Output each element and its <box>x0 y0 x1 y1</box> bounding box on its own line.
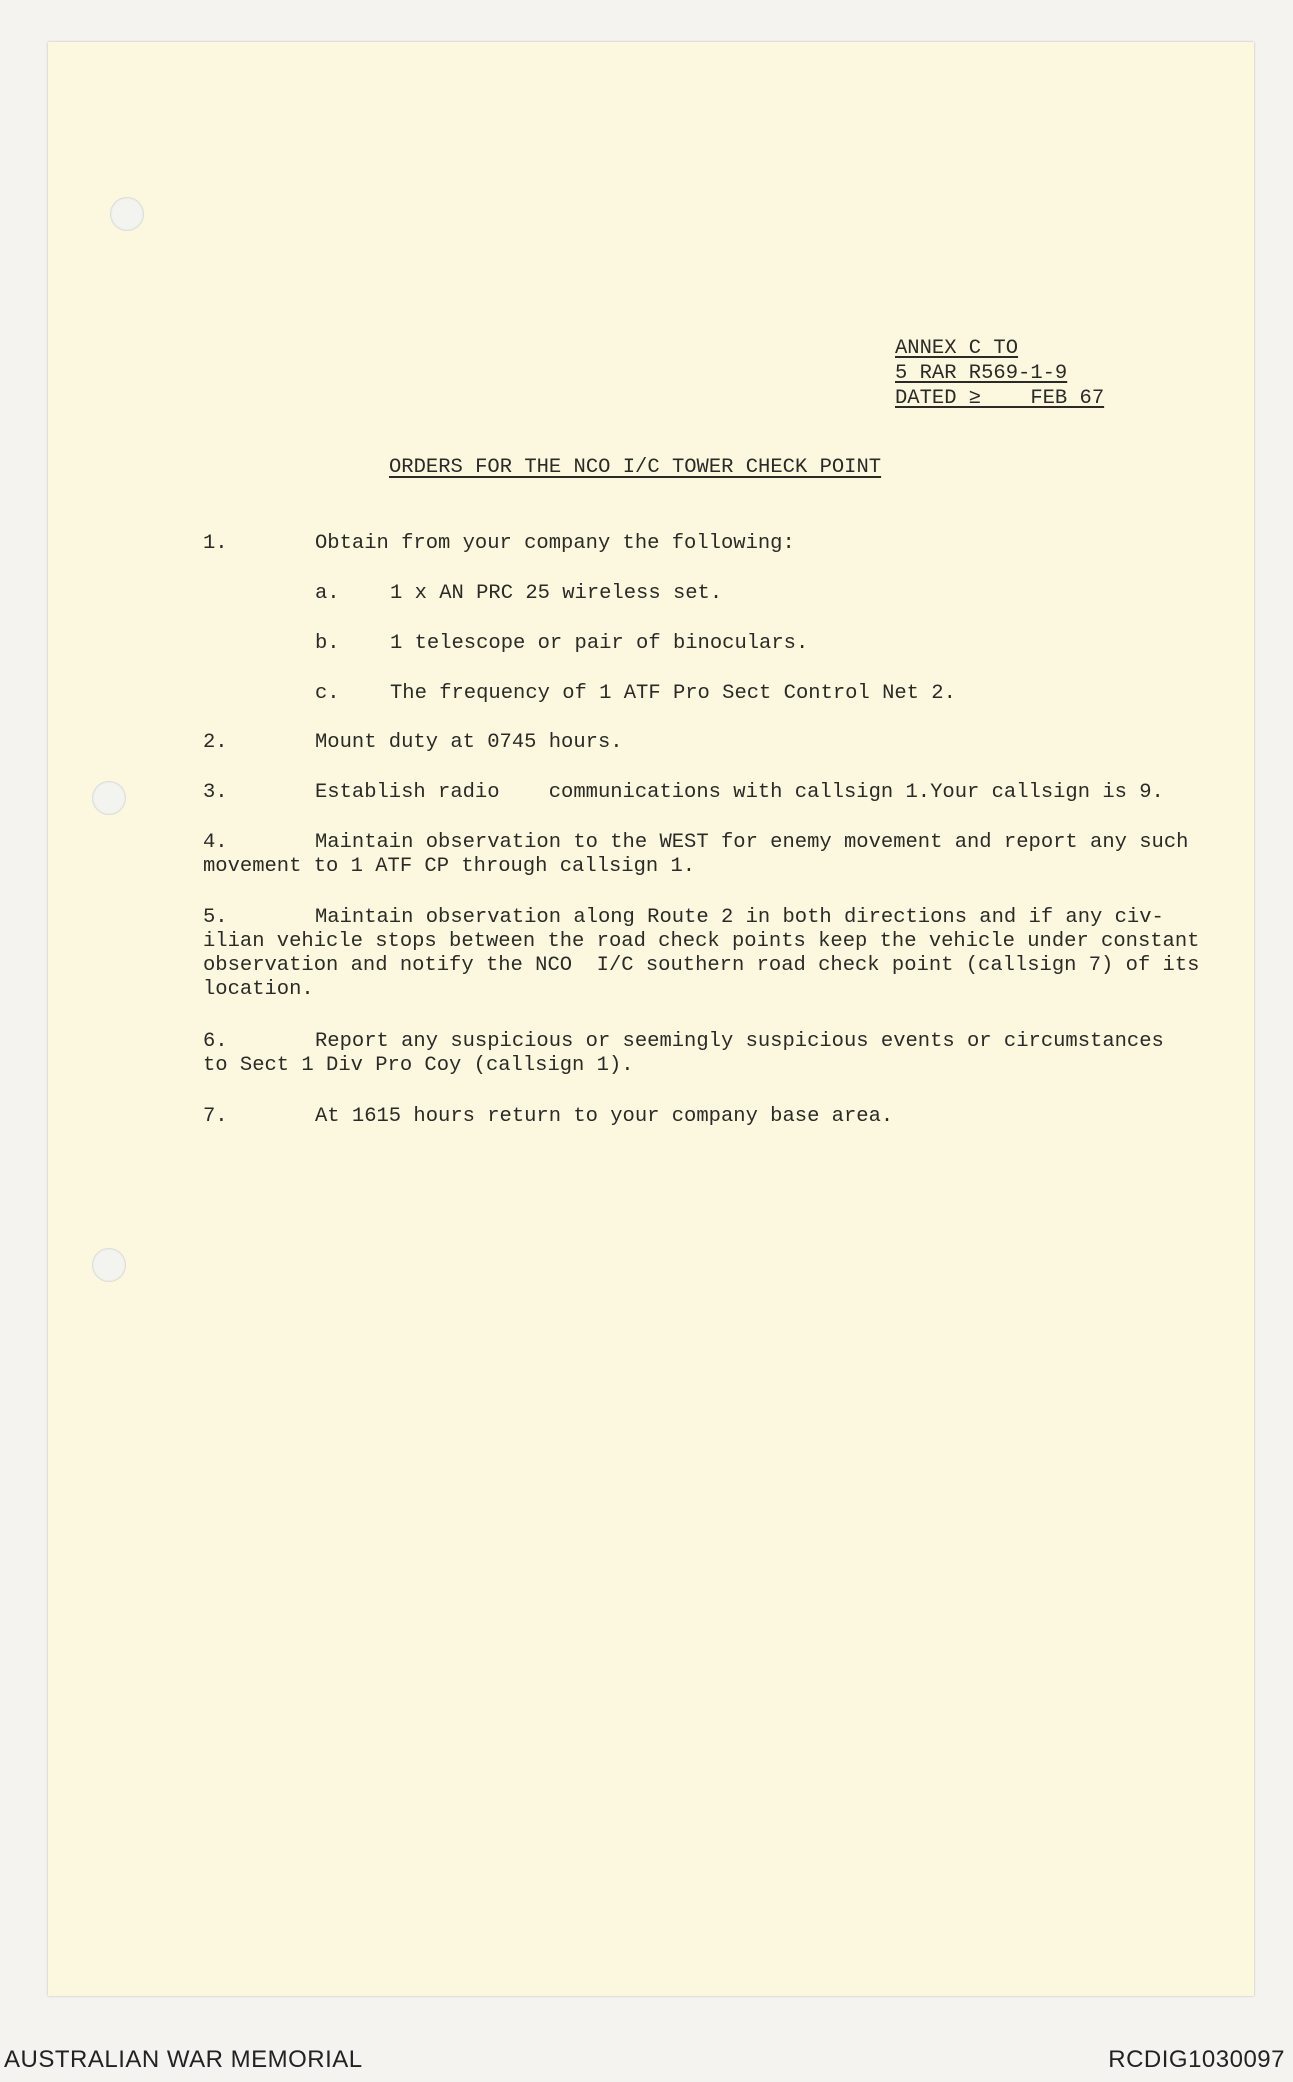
paragraph-number: 4. <box>203 831 228 854</box>
paragraph-continuation: ilian vehicle stops between the road check points keep the vehicle under constant <box>203 930 1200 953</box>
dated-line: DATED ≥ FEB 67 <box>895 387 1105 410</box>
annex-line: ANNEX C TO <box>895 337 1019 360</box>
paragraph-text: Maintain observation to the WEST for enemy movement and report any such <box>315 831 1189 854</box>
paragraph-text: Establish radio communications with callsign 1.Your callsign is 9. <box>315 781 1164 804</box>
paragraph-number: 2. <box>203 731 228 754</box>
subitem-letter: b. <box>315 632 340 655</box>
punch-hole <box>110 197 144 231</box>
footer-record-id: RCDIG1030097 <box>1108 2046 1285 2073</box>
subitem-text: The frequency of 1 ATF Pro Sect Control Net 2. <box>390 682 956 705</box>
paragraph-continuation: movement to 1 ATF CP through callsign 1. <box>203 855 696 878</box>
paragraph-continuation: observation and notify the NCO I/C southern road check point (callsign 7) of its <box>203 954 1200 977</box>
paragraph-number: 7. <box>203 1105 228 1128</box>
subitem-text: 1 x AN PRC 25 wireless set. <box>390 582 723 605</box>
paragraph-text: Mount duty at 0745 hours. <box>315 731 623 754</box>
paragraph-continuation: to Sect 1 Div Pro Coy (callsign 1). <box>203 1054 634 1077</box>
paragraph-continuation: location. <box>203 978 314 1001</box>
paragraph-number: 6. <box>203 1030 228 1053</box>
document-title: ORDERS FOR THE NCO I/C TOWER CHECK POINT <box>389 456 882 479</box>
paragraph-text: Report any suspicious or seemingly suspicious events or circumstances <box>315 1030 1164 1053</box>
paragraph-number: 3. <box>203 781 228 804</box>
paragraph-number: 5. <box>203 906 228 929</box>
paragraph-text: Obtain from your company the following: <box>315 532 795 555</box>
reference-line: 5 RAR R569-1-9 <box>895 362 1068 385</box>
subitem-letter: a. <box>315 582 340 605</box>
subitem-letter: c. <box>315 682 340 705</box>
footer-credit: AUSTRALIAN WAR MEMORIAL <box>4 2046 363 2073</box>
paragraph-text: Maintain observation along Route 2 in both directions and if any civ- <box>315 906 1164 929</box>
paragraph-text: At 1615 hours return to your company base area. <box>315 1105 894 1128</box>
paragraph-number: 1. <box>203 532 228 555</box>
punch-hole <box>92 1248 126 1282</box>
subitem-text: 1 telescope or pair of binoculars. <box>390 632 809 655</box>
annex-reference-block <box>895 336 1104 411</box>
punch-hole <box>92 781 126 815</box>
